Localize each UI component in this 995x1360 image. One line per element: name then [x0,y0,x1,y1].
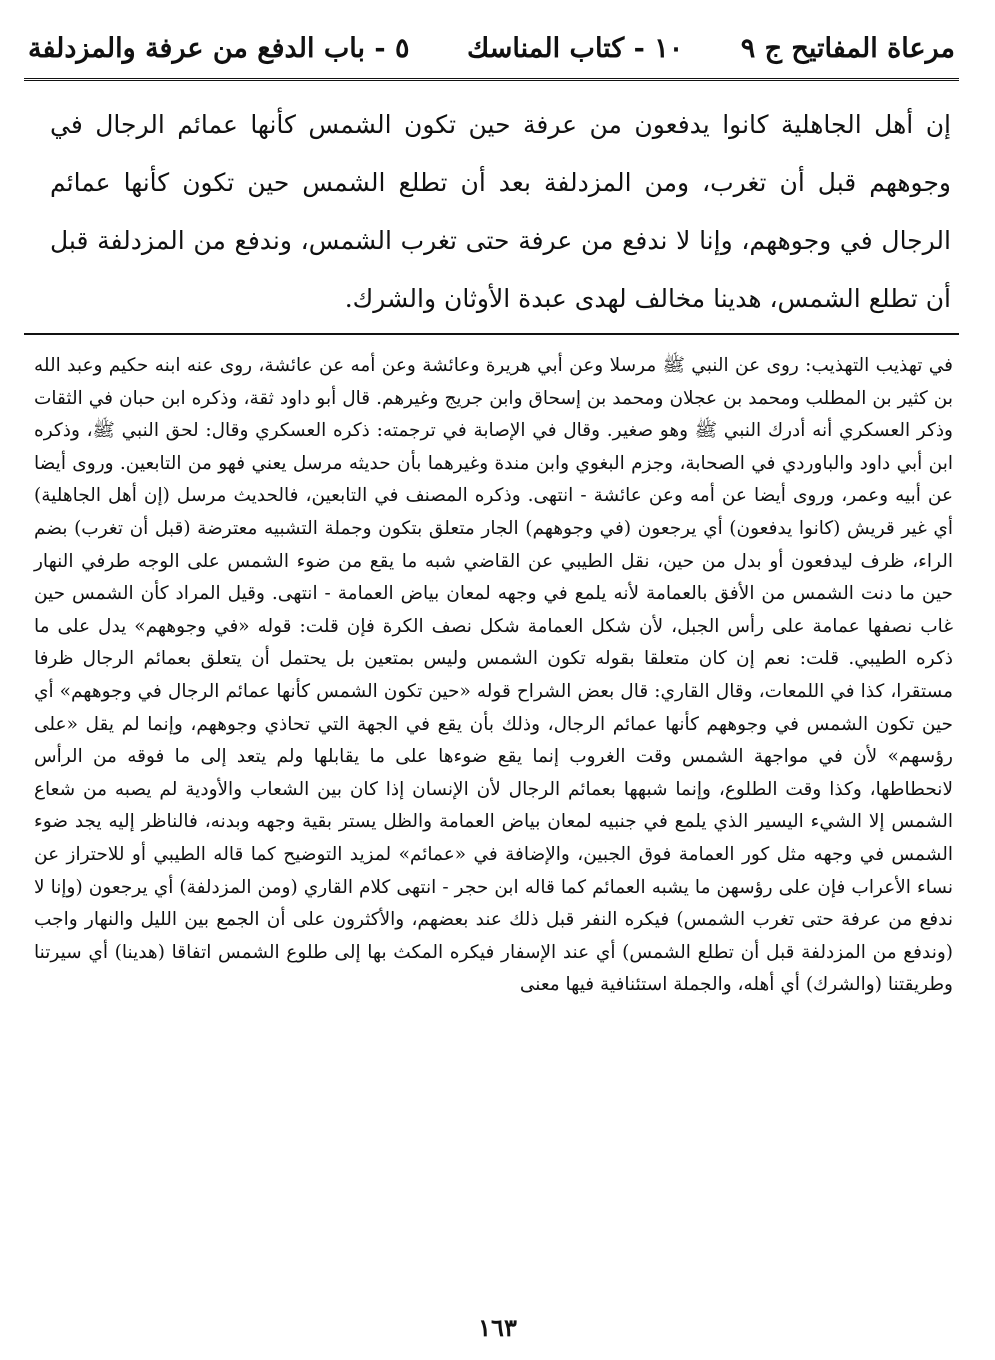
page-number: ١٦٣ [478,1313,517,1342]
text-divider [24,333,959,335]
running-header [28,22,955,74]
commentary-paragraph: في تهذيب التهذيب: روى عن النبي ﷺ مرسلا وعن أبي هريرة وعائشة وعن أمه عن عائشة، روى عنه ابنه حكيم وعبد الله بن كثير بن المطلب ومحمد بن عجلان ومحمد بن إسحاق وابن جريج وغيرهم. قال أبو داود ثقة، وذكره ابن حبان في الثقات وذكر العسكري أنه أدرك النبي ﷺ وهو صغير. وقال في الإصابة في ترجمته: ذكره العسكري وقال: لحق النبي ﷺ، وذكره ابن أبي داود والباوردي في الصحابة، وجزم البغوي وابن مندة وغيرهما بأن حديثه مرسل يعني فهو من التابعين. وروى أيضا عن أبيه وعمر، وروى أيضا عن أمه وعن عائشة - انتهى. وذكره المصنف في التابعين، فالحديث مرسل (إن أهل الجاهلية) أي غير قريش (كانوا يدفعون) أي يرجعون (في وجوههم) الجار متعلق بتكون وجملة التشبيه معترضة (قبل أن تغرب) بضم الراء، ظرف ليدفعون أو بدل من حين، نقل الطيبي عن القاضي شبه ما يقع من ضوء الشمس على الوجه طرفي النهار حين ما دنت الشمس من الأفق بالعمامة لأنه يلمع في وجهه لمعان بياض العمامة - انتهى. وقيل المراد كأن الشمس حين غاب نصفها عمامة على رأس الجبل، لأن شكل العمامة شكل نصف الكرة فإن قلت: قوله «في وجوههم» يدل على ما ذكره الطيبي. قلت: نعم إن كان متعلقا بقوله تكون الشمس وليس بمتعين بل يحتمل أن يتعلق بعمائم الرجال ظرفا مستقرا، كذا في اللمعات، وقال القاري: قال بعض الشراح قوله «حين تكون الشمس كأنها عمائم الرجال في وجوههم» أي حين تكون الشمس في وجوههم كأنها عمائم الرجال، وذلك بأن يقع في الجهة التي تحاذي وجوههم، وإنما لم يقل «على رؤسهم» لأن في مواجهة الشمس وقت الغروب إنما يقع ضوءها على ما يقابلها ولم يتعد إلى ما فوقه من الرأس لانحطاطها، وكذا وقت الطلوع، وإنما شبهها بعمائم الرجال لأن الإنسان إذا كان بين الشعاب والأودية لم يصبه من شعاع الشمس إلا الشيء اليسير الذي يلمع في جنبيه لمعان بياض العمامة والظل يستر بقية وجهه وبدنه، فالناظر إليه يجد ضوء الشمس في وجهه مثل كور العمامة فوق الجبين، والإضافة في «عمائم» لمزيد التوضيح كما قاله الطيبي أو للاحتراز عن نساء الأعراب فإن على رؤسهن ما يشبه العمائم كما قاله ابن حجر - انتهى كلام القاري (ومن المزدلفة) أي يرجعون (وإنا لا ندفع من عرفة حتى تغرب الشمس) فيكره النفر قبل ذلك عند بعضهم، والأكثرون على أن الجمع بين الليل والنهار واجب (وندفع من المزدلفة قبل أن تطلع الشمس) أي عند الإسفار فيكره المكث بها إلى طلوع الشمس اتفاقا (هدينا) أي سيرتنا وطريقتنا (والشرك) أي أهله، والجملة استئنافية فيها معنى [34,355,953,996]
hadith-text [50,96,951,328]
header-rule [24,78,959,81]
commentary-block [34,350,953,1002]
hadith-paragraph: إن أهل الجاهلية كانوا يدفعون من عرفة حين تكون الشمس كأنها عمائم الرجال في وجوههم قبل أن تغرب، ومن المزدلفة بعد أن تطلع الشمس حين تكون كأنها عمائم الرجال في وجوههم، وإنا لا ندفع من عرفة حتى تغرب الشمس، وندفع من المزدلفة قبل أن تطلع الشمس، هدينا مخالف لهدى عبدة الأوثان والشرك. [50,110,951,313]
book-volume-label: مرعاة المفاتيح ج ٩ [740,32,955,64]
book-chapter-label: ١٠ - كتاب المناسك [467,32,684,64]
section-title: ٥ - باب الدفع من عرفة والمزدلفة [28,32,410,64]
